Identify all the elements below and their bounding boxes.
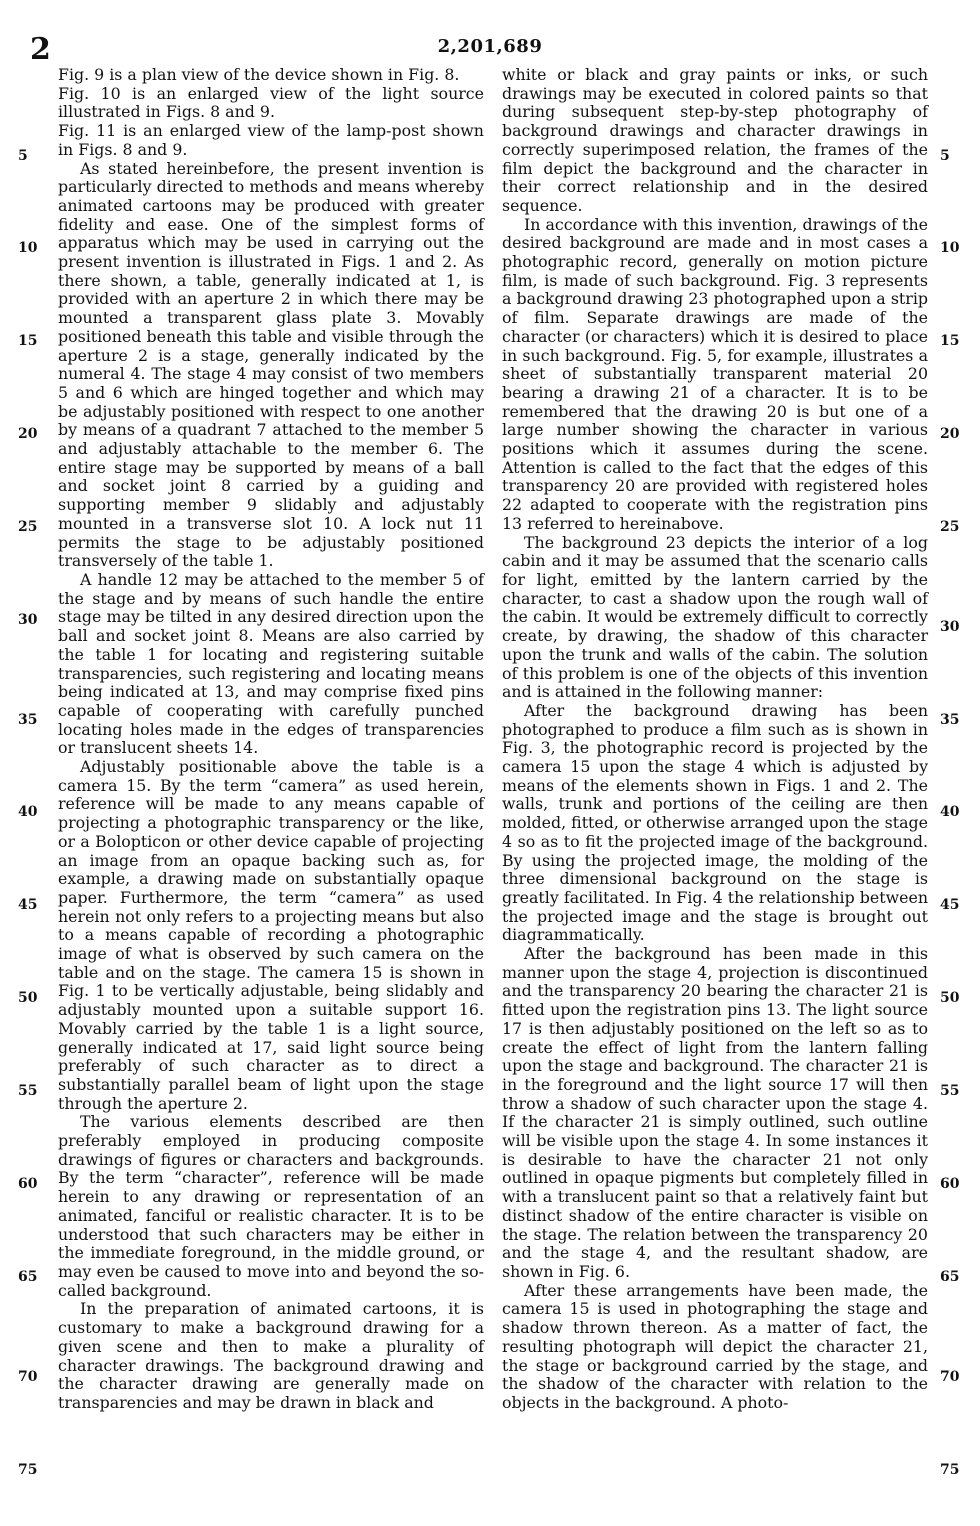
- line-number: 55: [940, 1083, 960, 1099]
- line-number: 5: [940, 148, 950, 164]
- paragraph: Adjustably positionable above the table is a camera 15. By the term “camera” as used herein, reference will be made to any means capable of projecting a photographic transparency or the like, or a Bolopticon or other device capable of projecting an image from an opaque backing such as, for example, a drawing made on substantially opaque paper. Furthermore, the term “camera” as used herein not only refers to a projecting means but also to a means capable of recording a photographic image of what is observed by such camera on the table and on the stage. The camera 15 is shown in Fig. 1 to be vertically adjustable, being slidably and adjustably mounted upon a suitable support 16. Movably carried by the table 1 is a light source, generally indicated at 17, said light source being preferably of such character as to direct a substantially parallel beam of light upon the stage through the aperture 2.: [58, 757, 484, 1113]
- paragraph: Fig. 10 is an enlarged view of the light source illustrated in Figs. 8 and 9.: [58, 83, 484, 122]
- line-number: 20: [940, 426, 960, 442]
- line-number: 40: [940, 804, 960, 820]
- line-number: 60: [18, 1176, 38, 1192]
- line-number: 30: [940, 619, 960, 635]
- line-number: 40: [18, 804, 38, 820]
- line-number: 35: [940, 712, 960, 728]
- line-number: 75: [18, 1462, 38, 1478]
- line-number: 65: [18, 1269, 38, 1285]
- line-number: 45: [18, 897, 38, 913]
- paragraph: Fig. 9 is a plan view of the device shown in Fig. 8.: [58, 65, 460, 84]
- line-number: 60: [940, 1176, 960, 1192]
- patent-number: 2,201,689: [437, 36, 543, 57]
- paragraph: After the background drawing has been photographed to produce a film such as is shown in Fig. 3, the photographic record is projected by the camera 15 upon the stage 4 which is adjusted by means of the elements shown in Figs. 1 and 2. The walls, trunk and portions of the ceiling are then molded, fitted, or otherwise arranged upon the stage 4 so as to fit the projected image of the background. By using the projected image, the molding of the three dimensional background on the stage is greatly facilitated. In Fig. 4 the relationship between the projected image and the stage is brought out diagrammatically.: [502, 700, 928, 945]
- left-column: [58, 66, 484, 1413]
- line-number: 10: [18, 240, 38, 256]
- page-number: 2: [30, 32, 51, 67]
- paragraph: The various elements described are then preferably employed in producing composite drawings of figures or characters and backgrounds. By the term “character”, reference will be made herein to any drawing or representation of an animated, fanciful or realistic character. It is to be understood that such characters may be either in the immediate foreground, in the middle ground, or may even be caused to move into and beyond the so-called background.: [58, 1112, 484, 1300]
- paragraph: After these arrangements have been made, the camera 15 is used in photographing the stage and shadow thrown thereon. As a matter of fact, the resulting photograph will depict the character 21, the stage or background carried by the stage, and the shadow of the character with relation to the objects in the background. A photo-: [502, 1280, 928, 1412]
- paragraph: As stated hereinbefore, the present invention is particularly directed to methods and means whereby animated cartoons may be produced with greater fidelity and ease. One of the simplest forms of apparatus which may be used in carrying out the present invention is illustrated in Figs. 1 and 2. As there shown, a table, generally indicated at 1, is provided with an aperture 2 in which there may be mounted a transparent glass plate 3. Movably positioned beneath this table and visible through the aperture 2 is a stage, generally indicated by the numeral 4. The stage 4 may consist of two members 5 and 6 which are hinged together and which may be adjustably positioned with respect to one another by means of a quadrant 7 attached to the member 5 and adjustably attachable to the member 6. The entire stage may be supported by means of a ball and socket joint 8 carried by a guiding and supporting member 9 slidably and adjustably mounted in a transverse slot 10. A lock nut 11 permits the stage to be adjustably positioned transversely of the table 1.: [58, 158, 484, 571]
- paragraph: After the background has been made in this manner upon the stage 4, projection is discontinued and the transparency 20 bearing the character 21 is fitted upon the registration pins 13. The light source 17 is then adjustably positioned on the left so as to create the effect of light from the lantern falling upon the stage and background. The character 21 is in the foreground and the light source 17 will then throw a shadow of such character upon the stage 4. If the character 21 is simply outlined, such outline will be visible upon the stage 4. In some instances it is desirable to have the character 21 not only outlined in opaque pigments but completely filled in with a translucent paint so that a relatively faint but distinct shadow of the entire character is visible on the stage. The relation between the transparency 20 and the stage 4, and the resultant shadow, are shown in Fig. 6.: [502, 944, 928, 1281]
- line-number: 65: [940, 1269, 960, 1285]
- line-number: 25: [940, 519, 960, 535]
- paragraph: white or black and gray paints or inks, or such drawings may be executed in colored paints so that during subsequent step-by-step photography of background drawings and character drawings in correctly superimposed relation, the frames of the film depict the background and the character in their correct relationship and in the desired sequence.: [502, 65, 928, 215]
- line-number: 35: [18, 712, 38, 728]
- line-number: 45: [940, 897, 960, 913]
- line-number: 55: [18, 1083, 38, 1099]
- line-number: 70: [18, 1369, 38, 1385]
- line-number: 5: [18, 148, 28, 164]
- right-column: [502, 66, 928, 1413]
- line-number: 50: [940, 990, 960, 1006]
- line-number: 70: [940, 1369, 960, 1385]
- line-number: 25: [18, 519, 38, 535]
- line-number: 20: [18, 426, 38, 442]
- paragraph: Fig. 11 is an enlarged view of the lamp-post shown in Figs. 8 and 9.: [58, 121, 484, 159]
- line-number: 10: [940, 240, 960, 256]
- paragraph: In the preparation of animated cartoons, it is customary to make a background drawing for a given scene and then to make a plurality of character drawings. The background drawing and the character drawing are generally made on transparencies and may be drawn in black and: [58, 1299, 484, 1412]
- line-number: 15: [18, 333, 38, 349]
- line-number: 30: [18, 612, 38, 628]
- line-number: 75: [940, 1462, 960, 1478]
- paragraph: A handle 12 may be attached to the member 5 of the stage and by means of such handle the entire stage may be tilted in any desired direction upon the ball and socket joint 8. Means are also carried by the table 1 for locating and registering suitable transparencies, such registering and locating means being indicated at 13, and may comprise fixed pins capable of cooperating with carefully punched locating holes made in the edges of transparencies or translucent sheets 14.: [58, 569, 484, 758]
- paragraph: In accordance with this invention, drawings of the desired background are made and in most cases a photographic record, generally on motion picture film, is made of such background. Fig. 3 represents a background drawing 23 photographed upon a strip of film. Separate drawings are made of the character (or characters) which it is desired to place in such background. Fig. 5, for example, illustrates a sheet of substantially transparent material 20 bearing a drawing 21 of a character. It is to be remembered that the drawing 20 is but one of a large number showing the character in various positions which it assumes during the scene. Attention is called to the fact that the edges of this transparency 20 are provided with registered holes 22 adapted to cooperate with the registration pins 13 referred to hereinabove.: [502, 214, 928, 533]
- paragraph: The background 23 depicts the interior of a log cabin and it may be assumed that the scenario calls for light, emitted by the lantern carried by the character, to cast a shadow upon the rough wall of the cabin. It would be extremely difficult to correctly create, by drawing, the shadow of this character upon the trunk and walls of the cabin. The solution of this problem is one of the objects of this invention and is attained in the following manner:: [502, 532, 928, 702]
- line-number: 15: [940, 333, 960, 349]
- line-number: 50: [18, 990, 38, 1006]
